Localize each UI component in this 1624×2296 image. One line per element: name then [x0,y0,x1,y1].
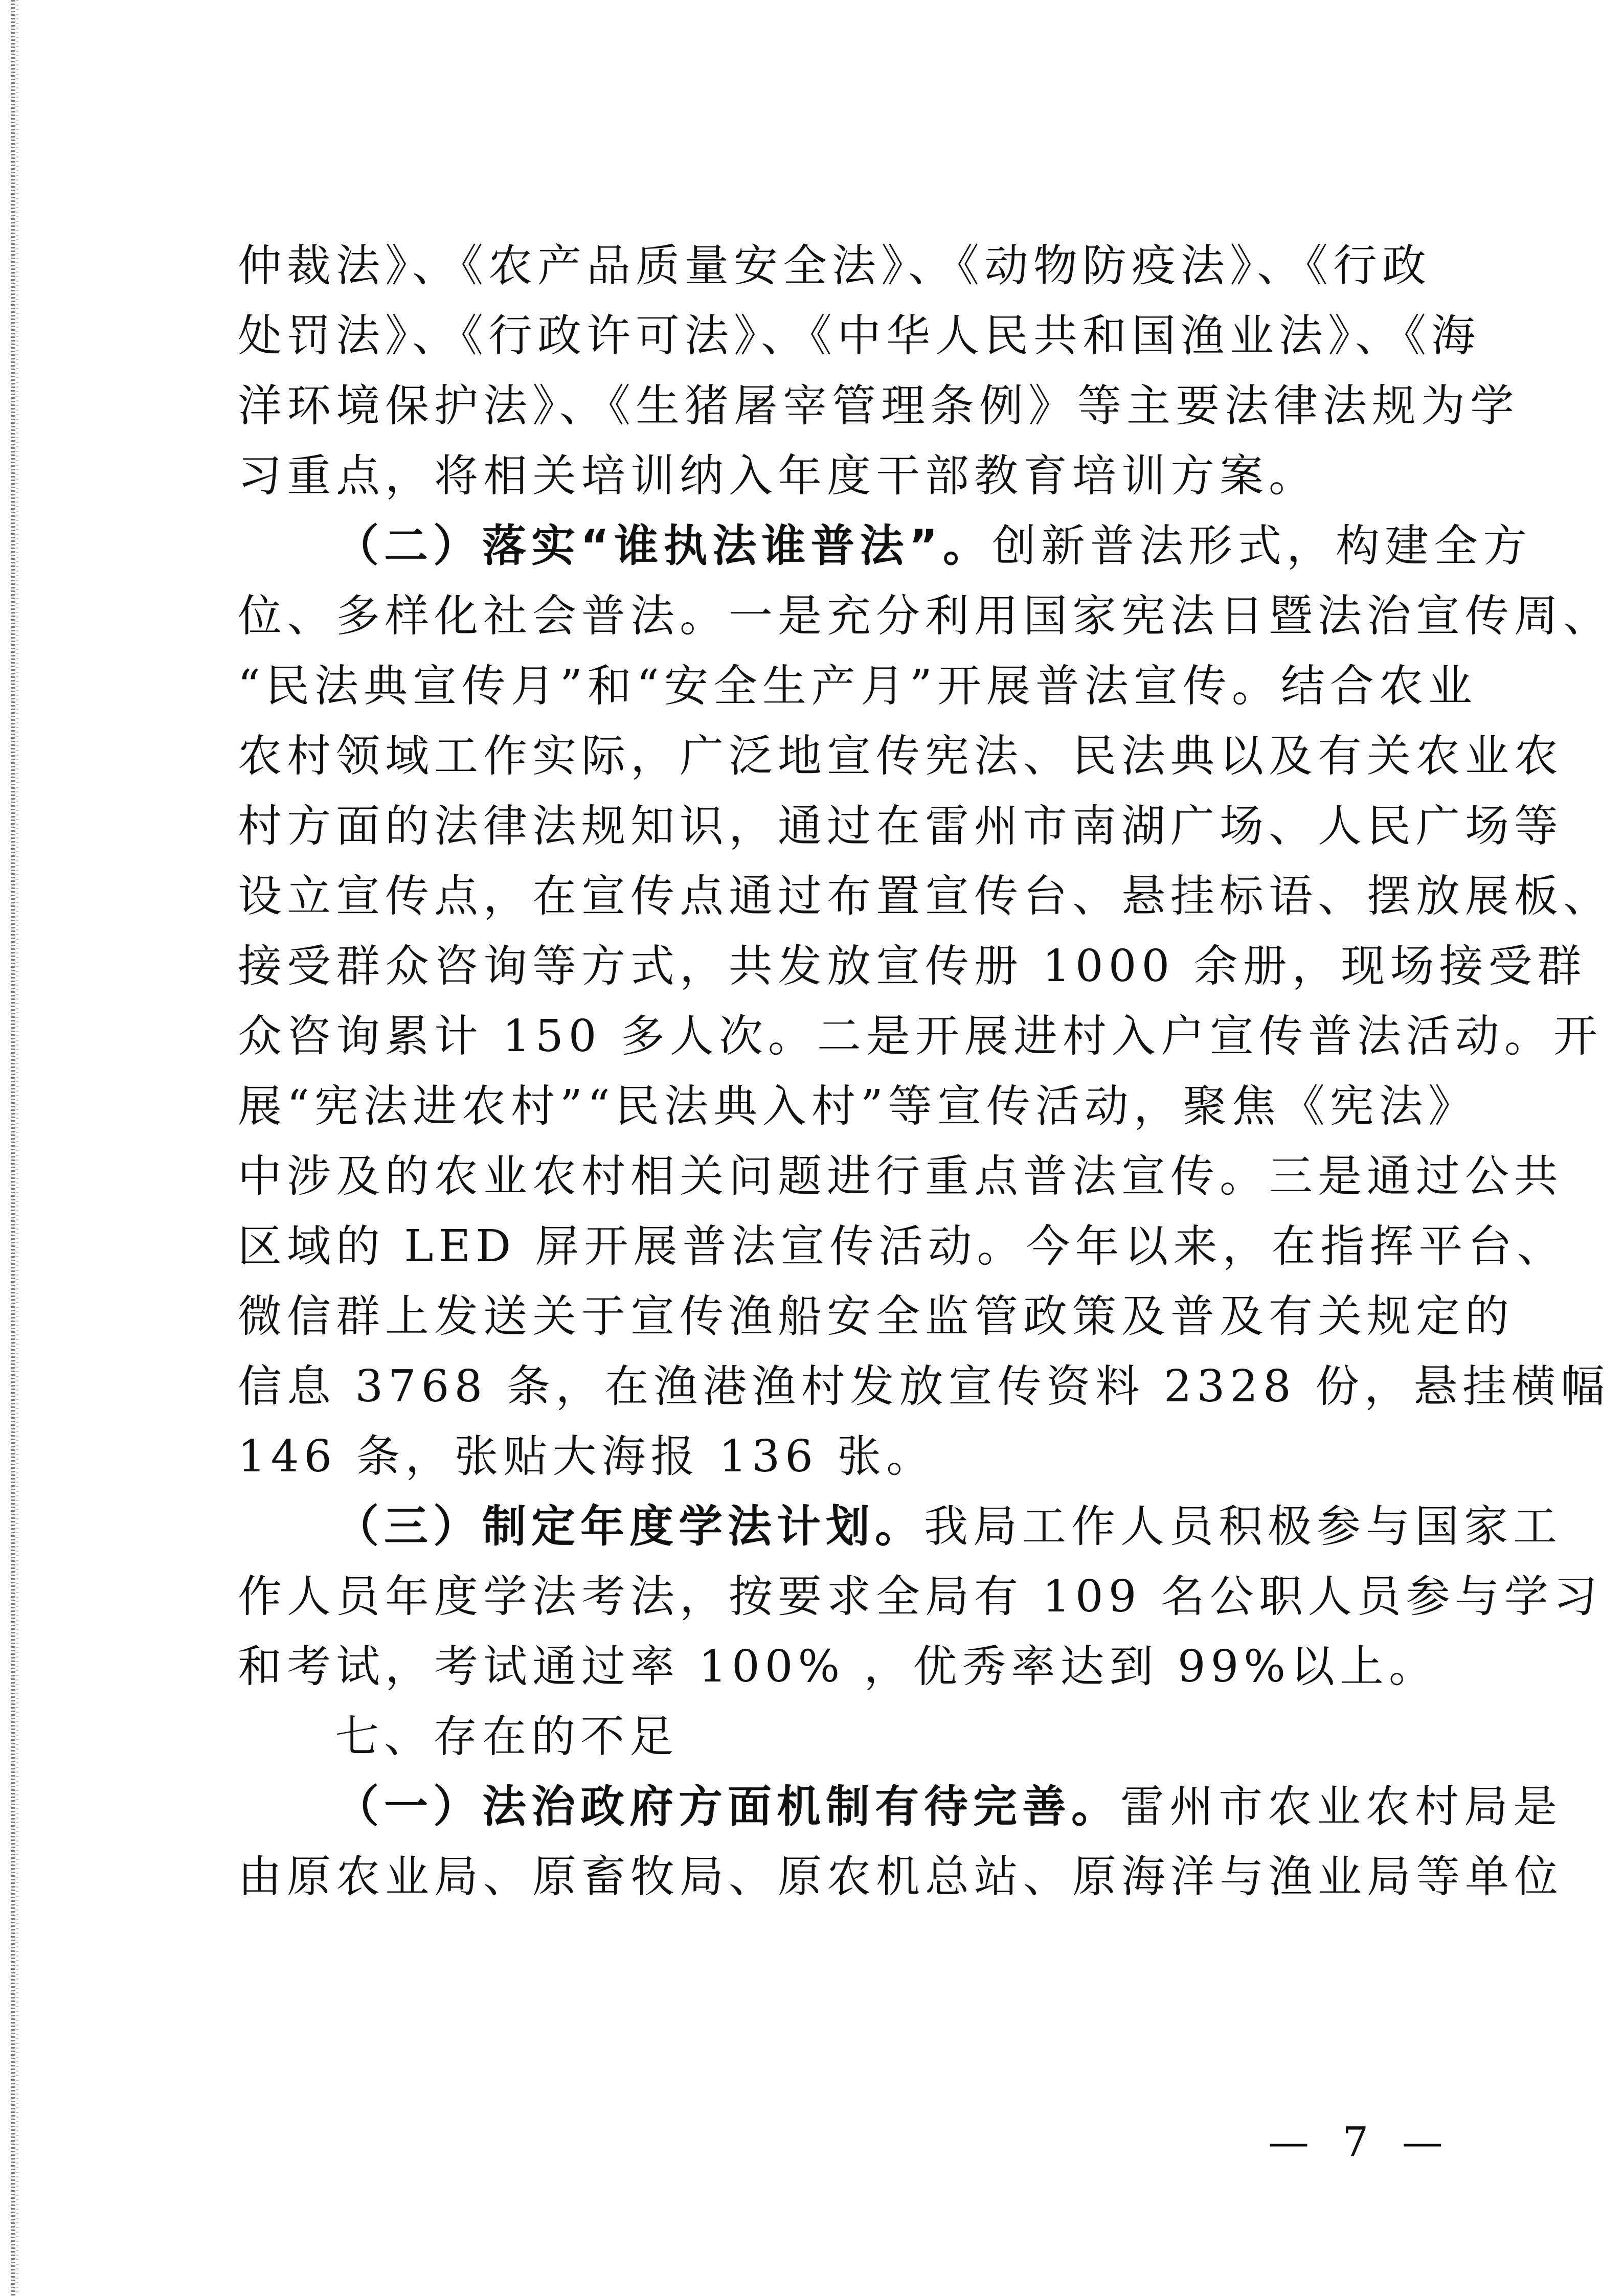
text-line: 仲裁法》、《农产品质量安全法》、《动物防疫法》、《行政 [238,240,1431,291]
scan-edge-artifact-secondary [16,0,18,2296]
text-line: 作人员年度学法考法，按要求全局有 109 名公职人员参与学习 [238,1571,1603,1622]
text-span: 雷州市农业农村局是 [1120,1781,1562,1832]
text-line: 村方面的法律法规知识，通过在雷州市南湖广场、人民广场等 [238,801,1563,852]
text-line: 146 条，张贴大海报 136 张。 [238,1431,936,1482]
text-span: 我局工作人员积极参与国家工 [924,1501,1562,1552]
text-line: 接受群众咨询等方式，共发放宣传册 1000 余册，现场接受群 [238,941,1587,992]
text-span: 创新普法形式，构建全方 [992,520,1532,572]
paragraph-heading: （三）制定年度学法计划。 [335,1501,924,1552]
paragraph-first-line [238,1491,1562,1562]
paragraph-first-line [238,1771,1562,1843]
text-line: 区域的 LED 屏开展普法宣传活动。今年以来，在指挥平台、 [238,1221,1566,1272]
text-line: 设立宣传点，在宣传点通过布置宣传台、悬挂标语、摆放展板、 [238,871,1612,922]
text-line: 农村领域工作实际，广泛地宣传宪法、民法典以及有关农业农 [238,731,1563,782]
text-line: 中涉及的农业农村相关问题进行重点普法宣传。三是通过公共 [238,1151,1563,1202]
text-line: 展“宪法进农村”“民法典入村”等宣传活动，聚焦《宪法》 [238,1081,1477,1132]
text-line: 洋环境保护法》、《生猪屠宰管理条例》等主要法律法规为学 [238,380,1519,431]
scan-edge-artifact [11,0,15,2296]
paragraph-first-line [238,510,1532,582]
page-number: — 7 — [1268,2118,1453,2166]
text-line: 信息 3768 条，在渔港渔村发放宣传资料 2328 份，悬挂横幅 [238,1361,1610,1412]
text-line: 和考试，考试通过率 100% ，优秀率达到 99%以上。 [238,1641,1438,1692]
text-line: 微信群上发送关于宣传渔船安全监管政策及普及有关规定的 [238,1291,1514,1342]
text-line: 众咨询累计 150 多人次。二是开展进村入户宣传普法活动。开 [238,1011,1603,1062]
paragraph-heading: （二）落实“谁执法谁普法”。 [335,520,993,572]
text-line: 习重点，将相关培训纳入年度干部教育培训方案。 [238,450,1318,502]
section-title: 七、存在的不足 [335,1711,679,1762]
text-line: 由原农业局、原畜牧局、原农机总站、原海洋与渔业局等单位 [238,1851,1563,1902]
text-line: “民法典宣传月”和“安全生产月”开展普法宣传。结合农业 [238,661,1477,712]
text-line: 处罚法》、《行政许可法》、《中华人民共和国渔业法》、《海 [238,310,1480,361]
text-line: 位、多样化社会普法。一是充分利用国家宪法日暨法治宣传周、 [238,590,1612,642]
paragraph-heading: （一）法治政府方面机制有待完善。 [335,1781,1120,1832]
